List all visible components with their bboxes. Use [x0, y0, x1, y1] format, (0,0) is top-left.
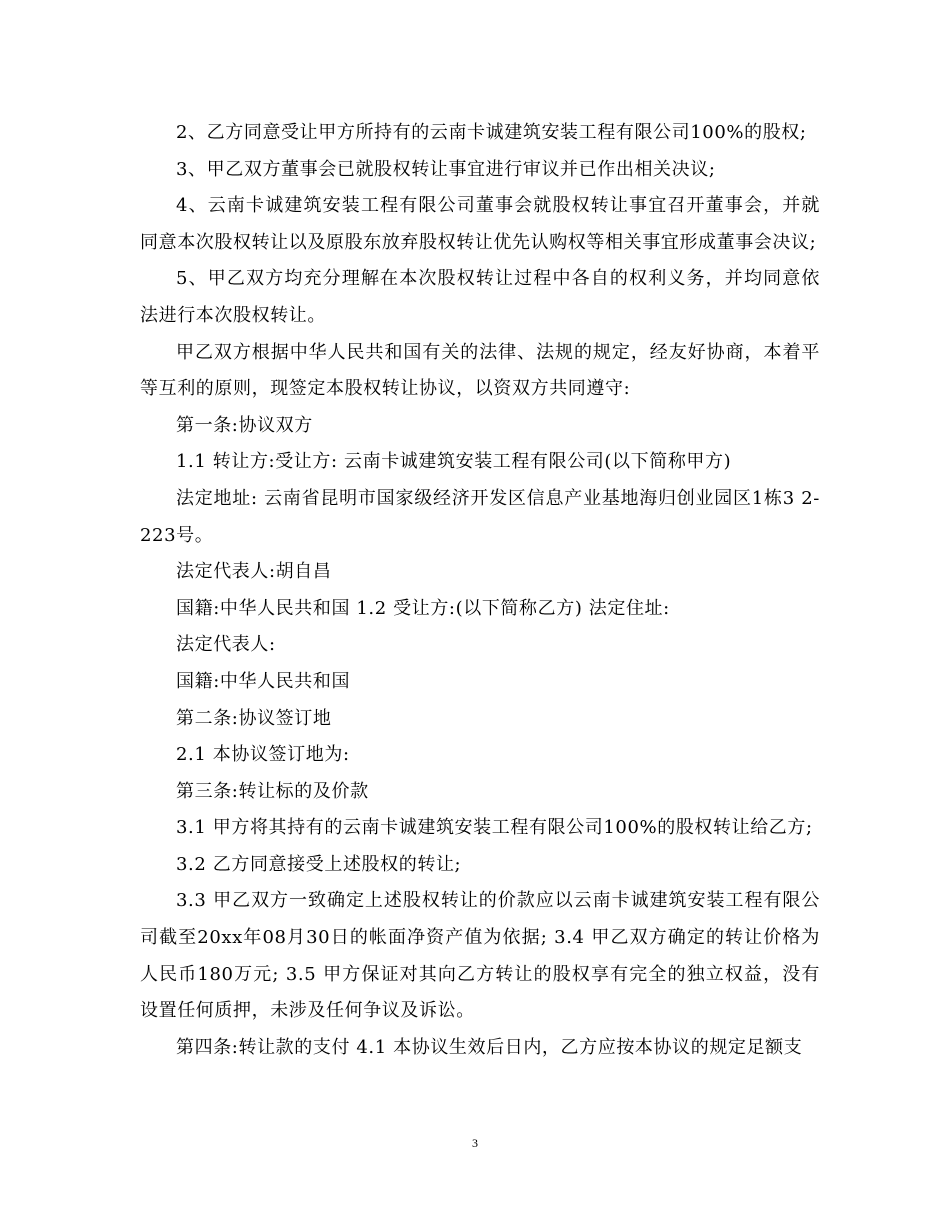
clause-2-1: 2.1 本协议签订地为: [176, 744, 350, 766]
clause-3-2: 3.2 乙方同意接受上述股权的转让; [176, 853, 462, 875]
clause-3-1: 3.1 甲方将其持有的云南卡诚建筑安装工程有限公司100%的股权转让给乙方; [176, 817, 813, 839]
legal-representative-a: 法定代表人:胡自昌 [176, 561, 332, 583]
nationality-b: 国籍:中华人民共和国 [176, 670, 351, 692]
document-body [140, 115, 820, 1066]
legal-address: 法定地址: 云南省昆明市国家级经济开发区信息产业基地海归创业园区1栋3 2-223号。 [140, 487, 820, 546]
paragraph-preamble: 甲乙双方根据中华人民共和国有关的法律、法规的规定，经友好协商，本着平等互利的原则，现签定本股权转让协议，以资双方共同遵守: [140, 341, 820, 400]
article-4-heading: 第四条:转让款的支付 4.1 本协议生效后日内，乙方应按本协议的规定足额支 [176, 1036, 803, 1058]
page-number: 3 [472, 1136, 478, 1150]
nationality-and-clause-1-2: 国籍:中华人民共和国 1.2 受让方:(以下简称乙方) 法定住址: [176, 597, 670, 619]
paragraph-clause-5: 5、甲乙双方均充分理解在本次股权转让过程中各自的权利义务，并均同意依法进行本次股权转让。 [140, 268, 820, 326]
article-3-heading: 第三条:转让标的及价款 [176, 780, 369, 802]
article-2-heading: 第二条:协议签订地 [176, 707, 332, 729]
article-1-heading: 第一条:协议双方 [176, 414, 313, 436]
paragraph-clause-3: 3、甲乙双方董事会已就股权转让事宜进行审议并已作出相关决议; [176, 158, 716, 180]
paragraph-clause-2: 2、乙方同意受让甲方所持有的云南卡诚建筑安装工程有限公司100%的股权; [176, 122, 807, 143]
clause-1-1: 1.1 转让方:受让方: 云南卡诚建筑安装工程有限公司(以下简称甲方) [176, 451, 732, 473]
legal-representative-b: 法定代表人: [176, 634, 276, 656]
clause-3-3-to-3-5: 3.3 甲乙双方一致确定上述股权转让的价款应以云南卡诚建筑安装工程有限公司截至20xx年08月30日的帐面净资产值为依据; 3.4 甲乙双方确定的转让价格为人民币180万元; 3.5 甲方保证对其向乙方转让的股权享有完全的独立权益，没有设置任何质押，未涉及任何争议及诉讼。 [140, 890, 820, 1022]
paragraph-clause-4: 4、云南卡诚建筑安装工程有限公司董事会就股权转让事宜召开董事会，并就同意本次股权转让以及原股东放弃股权转让优先认购权等相关事宜形成董事会决议; [140, 195, 820, 253]
